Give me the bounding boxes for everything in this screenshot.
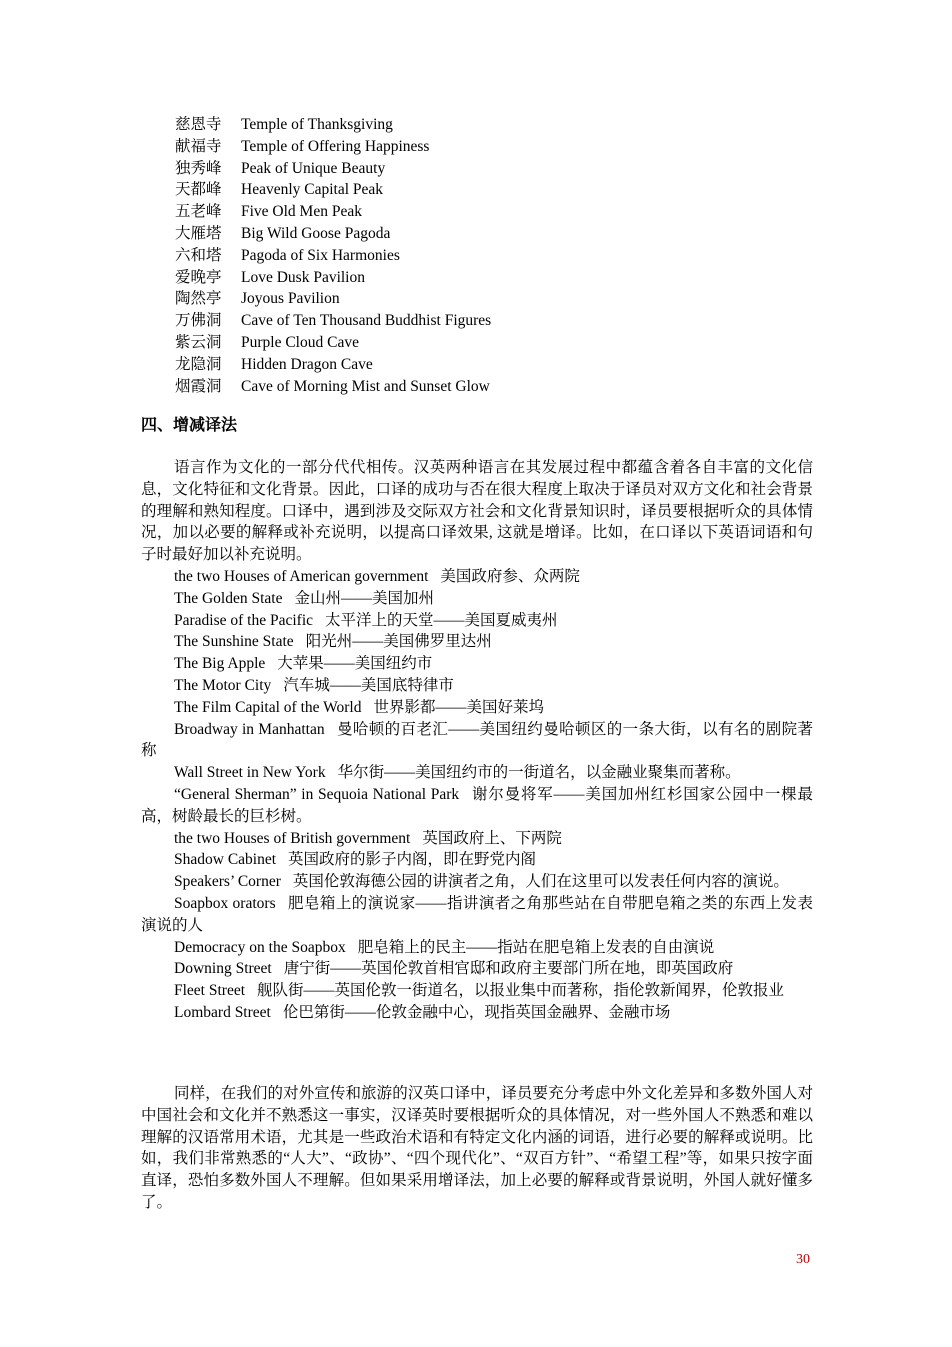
example-english: the two Houses of British government [174,829,411,847]
example-item [141,958,813,980]
term-english: Temple of Thanksgiving [241,116,393,133]
example-english: Wall Street in New York [174,764,326,782]
example-english: Broadway in Manhattan [174,720,325,738]
example-english: The Golden State [174,589,283,607]
example-item [141,610,813,632]
term-chinese: 陶然亭 [175,290,222,308]
term-english: Hidden Dragon Cave [241,355,373,373]
place-name-list [175,114,775,397]
example-chinese: 英国伦敦海德公园的讲演者之角，人们在这里可以发表任何内容的演说。 [292,873,789,891]
term-chinese: 六和塔 [175,246,222,264]
example-item [141,849,813,871]
term-english: Five Old Men Peak [241,203,362,221]
example-item [141,719,813,763]
example-english: Soapbox orators [174,894,276,912]
term-row [175,332,775,354]
term-chinese: 献福寺 [175,137,222,155]
example-chinese: 美国政府参、众两院 [440,568,580,585]
example-english: The Big Apple [174,655,266,673]
example-chinese: 金山州——美国加州 [294,589,434,607]
term-row [175,310,775,332]
term-row [175,267,775,289]
example-chinese: 曼哈顿的百老汇——美国纽约曼哈顿区的一条大街，以有名的剧院著称 [141,720,813,760]
term-chinese: 爱晚亭 [175,268,222,286]
example-english: Democracy on the Soapbox [174,938,346,956]
term-chinese: 五老峰 [175,203,222,221]
term-english: Purple Cloud Cave [241,333,359,351]
term-row [175,288,775,310]
term-row [175,114,775,136]
example-english: Shadow Cabinet [174,851,277,869]
example-item [141,762,813,784]
example-item [141,828,813,850]
example-item [141,871,813,893]
example-english: Speakers’ Corner [174,873,281,891]
example-item [141,784,813,828]
term-english: Cave of Morning Mist and Sunset Glow [241,377,490,395]
example-chinese: 英国政府的影子内阁，即在野党内阁 [288,851,537,869]
term-row [175,179,775,201]
example-english: Lombard Street [174,1003,271,1021]
term-chinese: 烟霞洞 [175,377,222,395]
term-english: Pagoda of Six Harmonies [241,246,400,264]
term-chinese: 万佛洞 [175,312,222,330]
term-chinese: 龙隐洞 [175,355,222,373]
example-english: “General Sherman” in Sequoia National Park [174,785,460,803]
term-english: Cave of Ten Thousand Buddhist Figures [241,312,492,330]
term-english: Love Dusk Pavilion [241,268,365,286]
example-chinese: 汽车城——美国底特律市 [283,676,454,694]
example-item [141,588,813,610]
term-row [175,158,775,180]
term-english: Peak of Unique Beauty [241,159,386,177]
example-english: Fleet Street [174,982,246,1000]
example-english: Downing Street [174,960,272,978]
example-chinese: 世界影都——美国好莱坞 [373,698,544,716]
example-chinese: 肥皂箱上的民主——指站在肥皂箱上发表的自由演说 [357,938,715,956]
term-chinese: 紫云洞 [175,333,222,351]
example-english: Paradise of the Pacific [174,611,314,629]
example-chinese: 阳光州——美国佛罗里达州 [305,633,492,651]
term-chinese: 独秀峰 [175,159,222,177]
term-row [175,201,775,223]
term-english: Joyous Pavilion [241,290,340,308]
example-item [141,566,813,588]
example-item [141,631,813,653]
example-english: The Sunshine State [174,633,294,651]
example-chinese: 谢尔曼将军——美国加州红杉国家公园中一棵最高，树龄最长的巨杉树。 [141,785,813,825]
example-item [141,893,813,937]
example-english: The Film Capital of the World [174,698,362,716]
term-chinese: 天都峰 [175,181,222,199]
section-heading: 四、增减译法 [141,417,238,434]
term-row [175,354,775,376]
example-item [141,653,813,675]
closing-paragraph: 同样，在我们的对外宣传和旅游的汉英口译中，译员要充分考虑中外文化差异和多数外国人对中国社会和文化并不熟悉这一事实，汉译英时要根据听众的具体情况，对一些外国人不熟悉和难以理解的汉语常用术语，尤其是一些政治术语和有特定文化内涵的词语，进行必要的解释或说明。比如，我们非常熟悉的“人大”、“政协”、“四个现代化”、“双百方针”、“希望工程”等，如果只按字面直译，恐怕多数外国人不理解。但如果采用增译法，加上必要的解释或背景说明，外国人就好懂多了。 [141,1085,813,1211]
term-row [175,223,775,245]
example-chinese: 伦巴第街——伦敦金融中心，现指英国金融界、金融市场 [282,1003,671,1021]
example-chinese: 唐宁街——英国伦敦首相官邸和政府主要部门所在地，即英国政府 [283,960,734,978]
example-chinese: 舰队街——英国伦敦一街道名，以报业集中而著称，指伦敦新闻界，伦敦报业 [257,982,785,1000]
example-chinese: 华尔街——美国纽约市的一街道名，以金融业聚集而著称。 [337,764,741,782]
example-item [141,937,813,959]
term-row [175,245,775,267]
example-chinese: 英国政府上、下两院 [422,829,562,847]
term-chinese: 大雁塔 [175,224,222,242]
example-item [141,675,813,697]
example-item [141,697,813,719]
example-chinese: 太平洋上的天堂——美国夏威夷州 [325,611,558,629]
term-english: Big Wild Goose Pagoda [241,224,391,242]
page-number: 30 [796,1252,810,1267]
example-english: The Motor City [174,676,272,694]
term-row [175,136,775,158]
term-english: Temple of Offering Happiness [241,137,430,155]
example-chinese: 大苹果——美国纽约市 [277,655,433,673]
example-item [141,980,813,1002]
intro-paragraph: 语言作为文化的一部分代代相传。汉英两种语言在其发展过程中都蕴含着各自丰富的文化信息，文化特征和文化背景。因此，口译的成功与否在很大程度上取决于译员对双方文化和社会背景的理解和熟知程度。口译中，遇到涉及交际双方社会和文化背景知识时，译员要根据听众的具体情况，加以必要的解释或补充说明，以提高口译效果, 这就是增译。比如，在口译以下英语词语和句子时最好加以补充说明。 [141,459,813,564]
term-row [175,376,775,398]
example-chinese: 肥皂箱上的演说家——指讲演者之角那些站在自带肥皂箱之类的东西上发表演说的人 [141,894,813,934]
example-item [141,1002,813,1024]
term-english: Heavenly Capital Peak [241,181,384,199]
example-english: the two Houses of American government [174,568,429,585]
term-chinese: 慈恩寺 [175,116,222,133]
example-list [141,566,813,1024]
